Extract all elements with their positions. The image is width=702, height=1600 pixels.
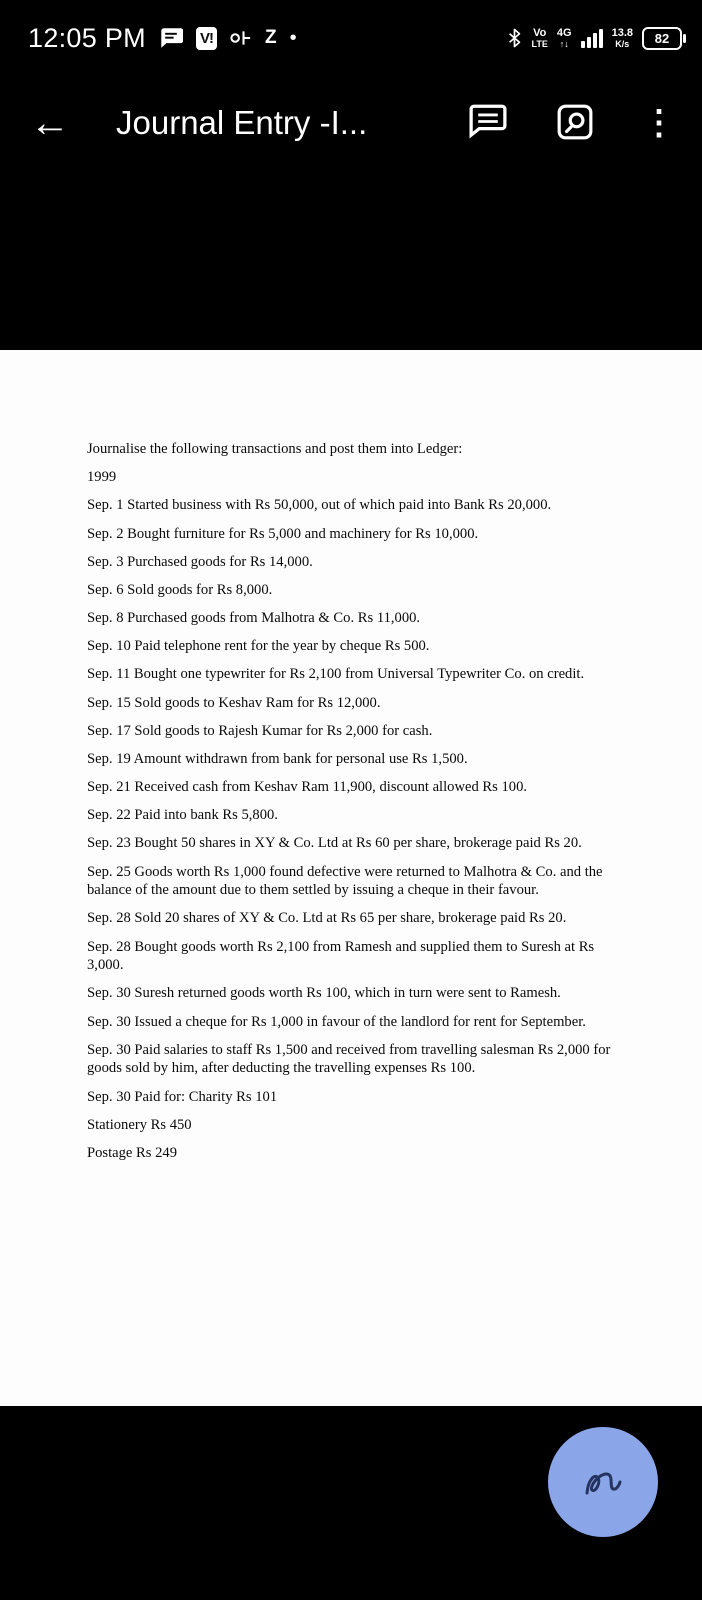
comment-icon	[468, 103, 508, 140]
dot-notification-icon: •	[289, 27, 297, 49]
battery-indicator	[642, 27, 682, 50]
document-paragraph: Sep. 23 Bought 50 shares in XY & Co. Ltd at Rs 60 per share, brokerage paid Rs 20.	[87, 835, 582, 852]
z-notification-icon: Z	[264, 27, 277, 48]
document-content	[0, 350, 702, 1163]
document-paragraph: Sep. 28 Bought goods worth Rs 2,100 from Ramesh and supplied them to Suresh at Rs 3,000.	[87, 938, 595, 974]
document-paragraph: Stationery Rs 450	[87, 1116, 192, 1133]
document-paragraph: Sep. 22 Paid into bank Rs 5,800.	[87, 807, 278, 824]
status-bar-right	[506, 27, 682, 50]
misc-notification-icon	[230, 28, 252, 48]
document-paragraph: Sep. 30 Paid for: Charity Rs 101	[87, 1088, 278, 1105]
app-bar-actions	[468, 103, 676, 144]
find-in-page-icon	[556, 103, 594, 141]
document-page[interactable]	[0, 350, 702, 1406]
back-button[interactable]: ←	[30, 101, 70, 145]
status-bar	[0, 0, 702, 72]
document-paragraph: Sep. 1 Started business with Rs 50,000, out of which paid into Bank Rs 20,000.	[87, 497, 552, 514]
app-bar	[0, 86, 702, 160]
find-in-page-button[interactable]	[556, 103, 594, 144]
document-paragraph: Sep. 3 Purchased goods for Rs 14,000.	[87, 553, 313, 570]
document-paragraph: Sep. 25 Goods worth Rs 1,000 found defective were returned to Malhotra & Co. and the balance of the amount due to them settled by issuing a cheque in their favour.	[87, 863, 603, 899]
status-bar-left	[28, 23, 297, 54]
signature-squiggle-icon	[577, 1460, 629, 1504]
document-paragraph: 1999	[87, 469, 117, 486]
document-paragraph: Sep. 30 Paid salaries to staff Rs 1,500 and received from travelling salesman Rs 2,000 for goods sold by him, after deducting the travelling expenses Rs 100.	[87, 1041, 611, 1077]
document-paragraph: Sep. 6 Sold goods for Rs 8,000.	[87, 581, 273, 598]
network-speed-indicator: 13.8 K/s	[611, 26, 633, 49]
document-paragraph: Sep. 10 Paid telephone rent for the year by cheque Rs 500.	[87, 638, 430, 655]
annotate-fab[interactable]	[548, 1427, 658, 1537]
page-title: Journal Entry -I...	[116, 104, 368, 141]
signal-bars-icon	[581, 28, 603, 48]
document-paragraph: Journalise the following transactions and post them into Ledger:	[87, 441, 463, 457]
document-paragraph: Sep. 17 Sold goods to Rajesh Kumar for Rs 2,000 for cash.	[87, 722, 433, 739]
document-paragraph: Sep. 21 Received cash from Keshav Ram 11,900, discount allowed Rs 100.	[87, 779, 528, 796]
document-paragraph: Sep. 30 Suresh returned goods worth Rs 100, which in turn were sent to Ramesh.	[87, 985, 561, 1002]
document-paragraph: Postage Rs 249	[87, 1144, 177, 1161]
document-paragraph: Sep. 19 Amount withdrawn from bank for personal use Rs 1,500.	[87, 750, 468, 767]
volte-indicator: Vo LTE	[531, 26, 548, 49]
comment-button[interactable]	[468, 103, 508, 143]
document-paragraph: Sep. 11 Bought one typewriter for Rs 2,100 from Universal Typewriter Co. on credit.	[87, 666, 585, 683]
document-paragraph: Sep. 8 Purchased goods from Malhotra & Co. Rs 11,000.	[87, 610, 421, 627]
network-4g-indicator: 4G ↑↓	[556, 26, 572, 49]
document-paragraph: Sep. 30 Issued a cheque for Rs 1,000 in favour of the landlord for rent for September.	[87, 1013, 586, 1030]
document-paragraph: Sep. 15 Sold goods to Keshav Ram for Rs 12,000.	[87, 694, 381, 711]
document-paragraph: Sep. 2 Bought furniture for Rs 5,000 and machinery for Rs 10,000.	[87, 525, 479, 542]
document-paragraph: Sep. 28 Sold 20 shares of XY & Co. Ltd at Rs 65 per share, brokerage paid Rs 20.	[87, 910, 567, 927]
clock: 12:05 PM	[28, 22, 146, 53]
message-icon	[159, 27, 183, 49]
carrier-vi-icon: V!	[196, 27, 217, 50]
battery-percent: 82	[654, 30, 670, 46]
overflow-menu-button[interactable]: ⋮	[642, 104, 676, 142]
bluetooth-icon	[506, 27, 523, 49]
